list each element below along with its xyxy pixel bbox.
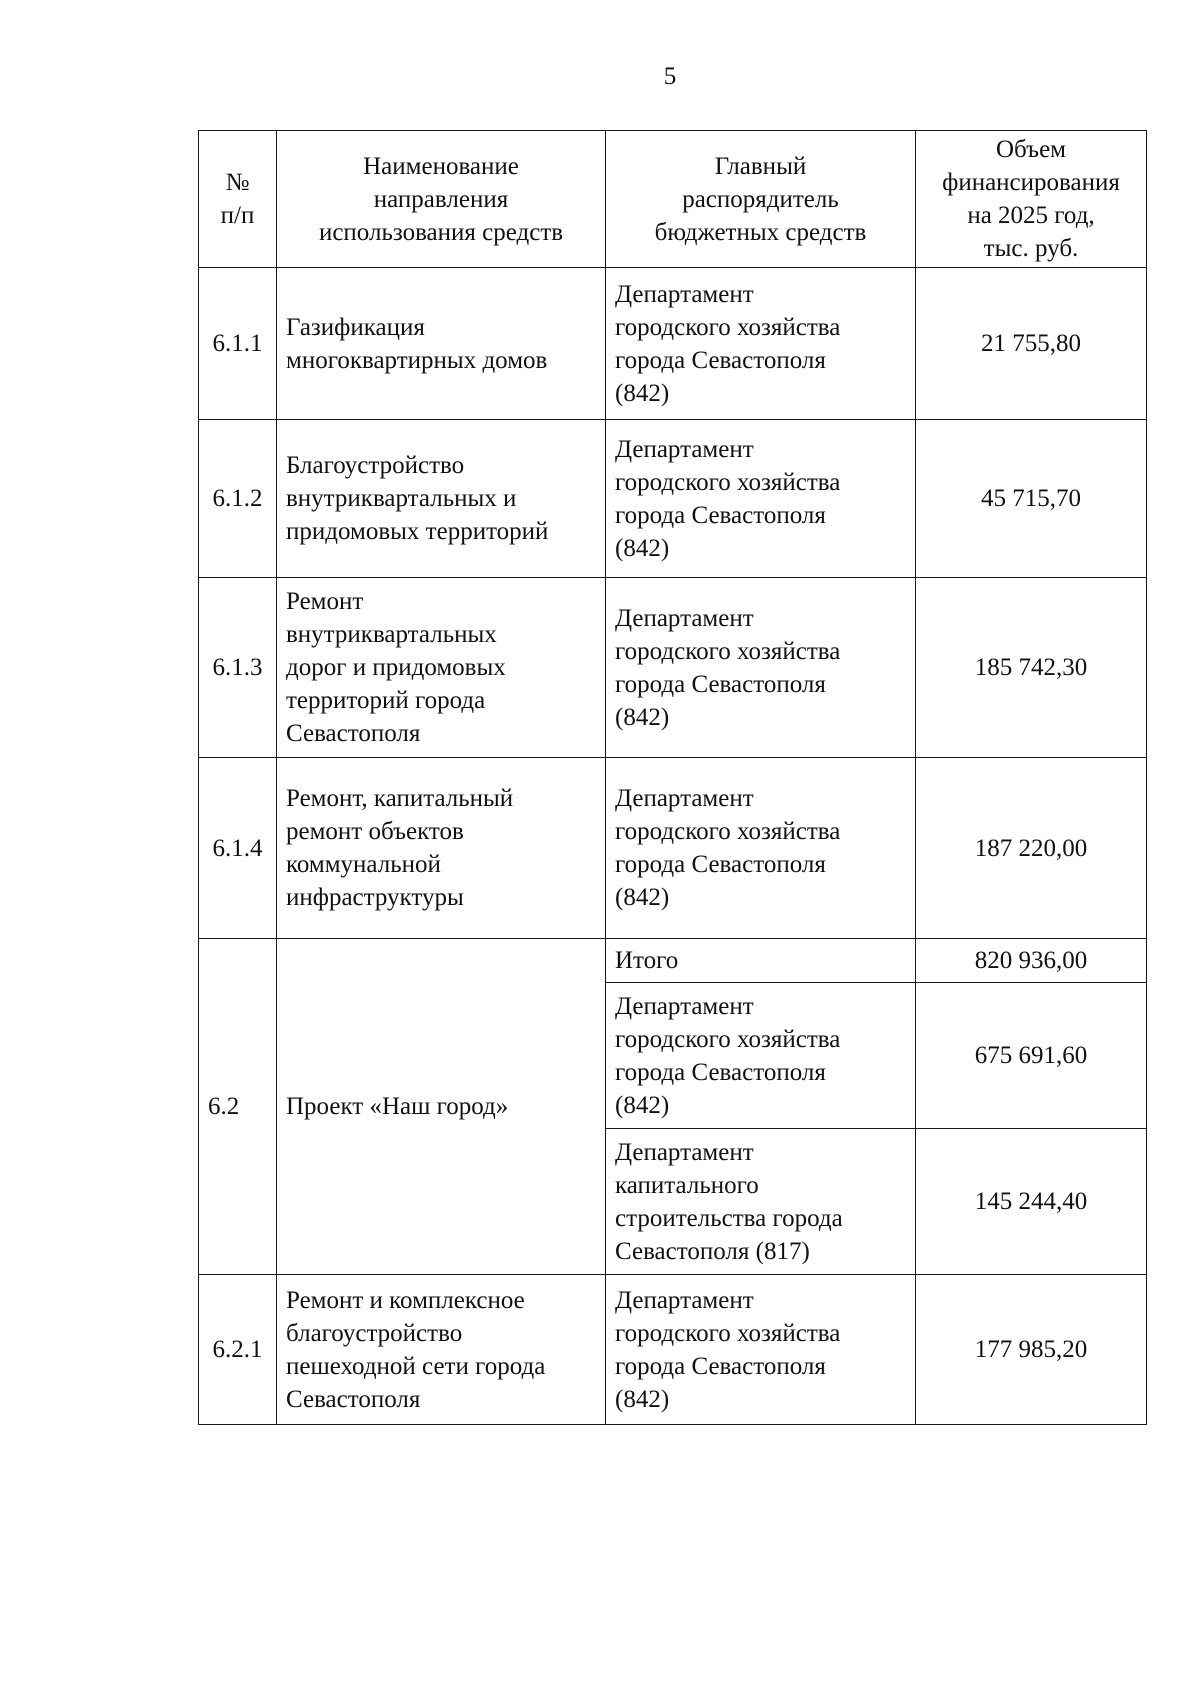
table-row [199,1275,1147,1425]
row-num: 6.1.4 [199,758,277,939]
row-name: Газификация многоквартирных домов [277,268,606,420]
page-number: 5 [663,63,677,90]
row-amount: 177 985,20 [916,1275,1147,1425]
header-distributor: Главный распорядитель бюджетных средств [606,131,916,268]
table-row [199,758,1147,939]
row-num: 6.1.3 [199,578,277,758]
row-distributor: Департамент городского хозяйства города Севастополя (842) [606,758,916,939]
header-name: Наименование направления использования средств [277,131,606,268]
row-name: Ремонт внутриквартальных дорог и придомовых территорий города Севастополя [277,578,606,758]
group-sub-amount: 145 244,40 [916,1129,1147,1275]
budget-table [198,130,1147,1425]
header-num: № п/п [199,131,277,268]
group-sub-distributor: Департамент капитального строительства города Севастополя (817) [606,1129,916,1275]
row-amount: 21 755,80 [916,268,1147,420]
row-distributor: Департамент городского хозяйства города Севастополя (842) [606,268,916,420]
row-distributor: Департамент городского хозяйства города Севастополя (842) [606,1275,916,1425]
header-amount: Объем финансирования на 2025 год, тыс. руб. [916,131,1147,268]
row-num: 6.1.2 [199,420,277,578]
table-row [199,268,1147,420]
group-total-amount: 820 936,00 [916,939,1147,983]
table-header-row [199,131,1147,268]
row-amount: 45 715,70 [916,420,1147,578]
row-amount: 187 220,00 [916,758,1147,939]
row-name: Ремонт и комплексное благоустройство пешеходной сети города Севастополя [277,1275,606,1425]
group-sub-amount: 675 691,60 [916,983,1147,1129]
row-name: Ремонт, капитальный ремонт объектов коммунальной инфраструктуры [277,758,606,939]
table-row [199,578,1147,758]
table-row [199,420,1147,578]
group-name: Проект «Наш город» [277,939,606,1275]
row-num: 6.2.1 [199,1275,277,1425]
row-distributor: Департамент городского хозяйства города Севастополя (842) [606,420,916,578]
group-sub-distributor: Департамент городского хозяйства города Севастополя (842) [606,983,916,1129]
group-num: 6.2 [199,939,277,1275]
row-distributor: Департамент городского хозяйства города Севастополя (842) [606,578,916,758]
row-amount: 185 742,30 [916,578,1147,758]
row-num: 6.1.1 [199,268,277,420]
table-row-group-total [199,939,1147,983]
row-name: Благоустройство внутриквартальных и придомовых территорий [277,420,606,578]
group-total-label: Итого [606,939,916,983]
